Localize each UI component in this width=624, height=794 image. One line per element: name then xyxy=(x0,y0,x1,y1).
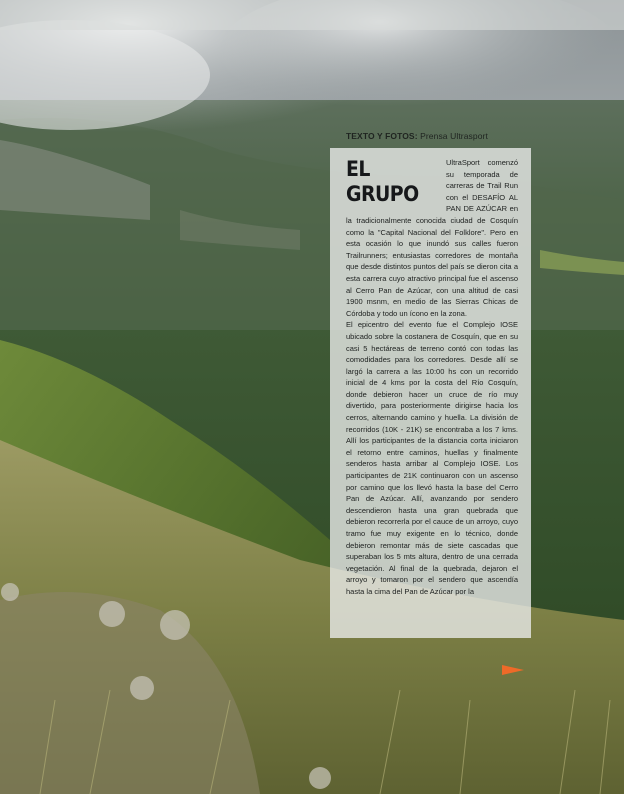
article-paragraph-1: UltraSport comenzó su temporada de carreras de Trail Run con el DESAFÍO AL PAN DE AZÚCAR en la tradicionalmente conocida ciudad de Cosquín como la "Capital Nacional del Folklore". Pero en esta ocasión lo que inundó sus calles fueron Trailrunners; entusiastas corredores de montaña que desde distintos puntos del país se dieron cita a esta carrera cuyo atractivo principal fue el ascenso al Cerro Pan de Azúcar, con una altitud de casi 1900 msnm, en medio de las Sierras Chicas de Córdoba y todo un ícono en la zona. xyxy=(346,158,518,318)
article-paragraph-2: El epicentro del evento fue el Complejo IOSE ubicado sobre la costanera de Cosquín, que en su casi 5 hectáreas de terreno contó con todas las comodidades para los corredores. Desde allí se largó la carrera a las 10:00 hs con un recorrido inicial de 4 kms por la costa del Río Cosquín, donde debieron hacer un cruce de río muy divertido, para posteriormente dirigirse hacia los cerros, alternando camino y huella. La división de recorridos (10K - 21K) se encontraba a los 7 kms. Allí los participantes de la distancia corta iniciaron el retorno entre caminos, huellas y finalmente senderos hasta arribar al Complejo IOSE. Los participantes de 21K continuaron con un ascenso por camino que los llevó hasta la base del Cerro Pan de Azúcar. Allí, avanzando por sendero descendieron hasta una gran quebrada que debieron recorrerla por el cauce de un arroyo, cuyo tramo fue muy exigente en lo técnico, donde debieron remontar más de siete cascadas que superaban los 5 mts altura, dentro de una cerrada vegetación. Al final de la quebrada, dejaron el arroyo y tomaron por el sendero que ascendía hasta la cima del Pan de Azúcar por la xyxy=(346,320,518,596)
continue-arrow-icon xyxy=(502,665,524,675)
credit-source: Prensa Ultrasport xyxy=(420,131,488,141)
article-headline: EL GRUPO xyxy=(346,157,419,206)
credit-label: TEXTO Y FOTOS: xyxy=(346,131,418,141)
photo-credit xyxy=(346,131,488,141)
article-text xyxy=(346,157,518,598)
article-body xyxy=(346,157,518,598)
